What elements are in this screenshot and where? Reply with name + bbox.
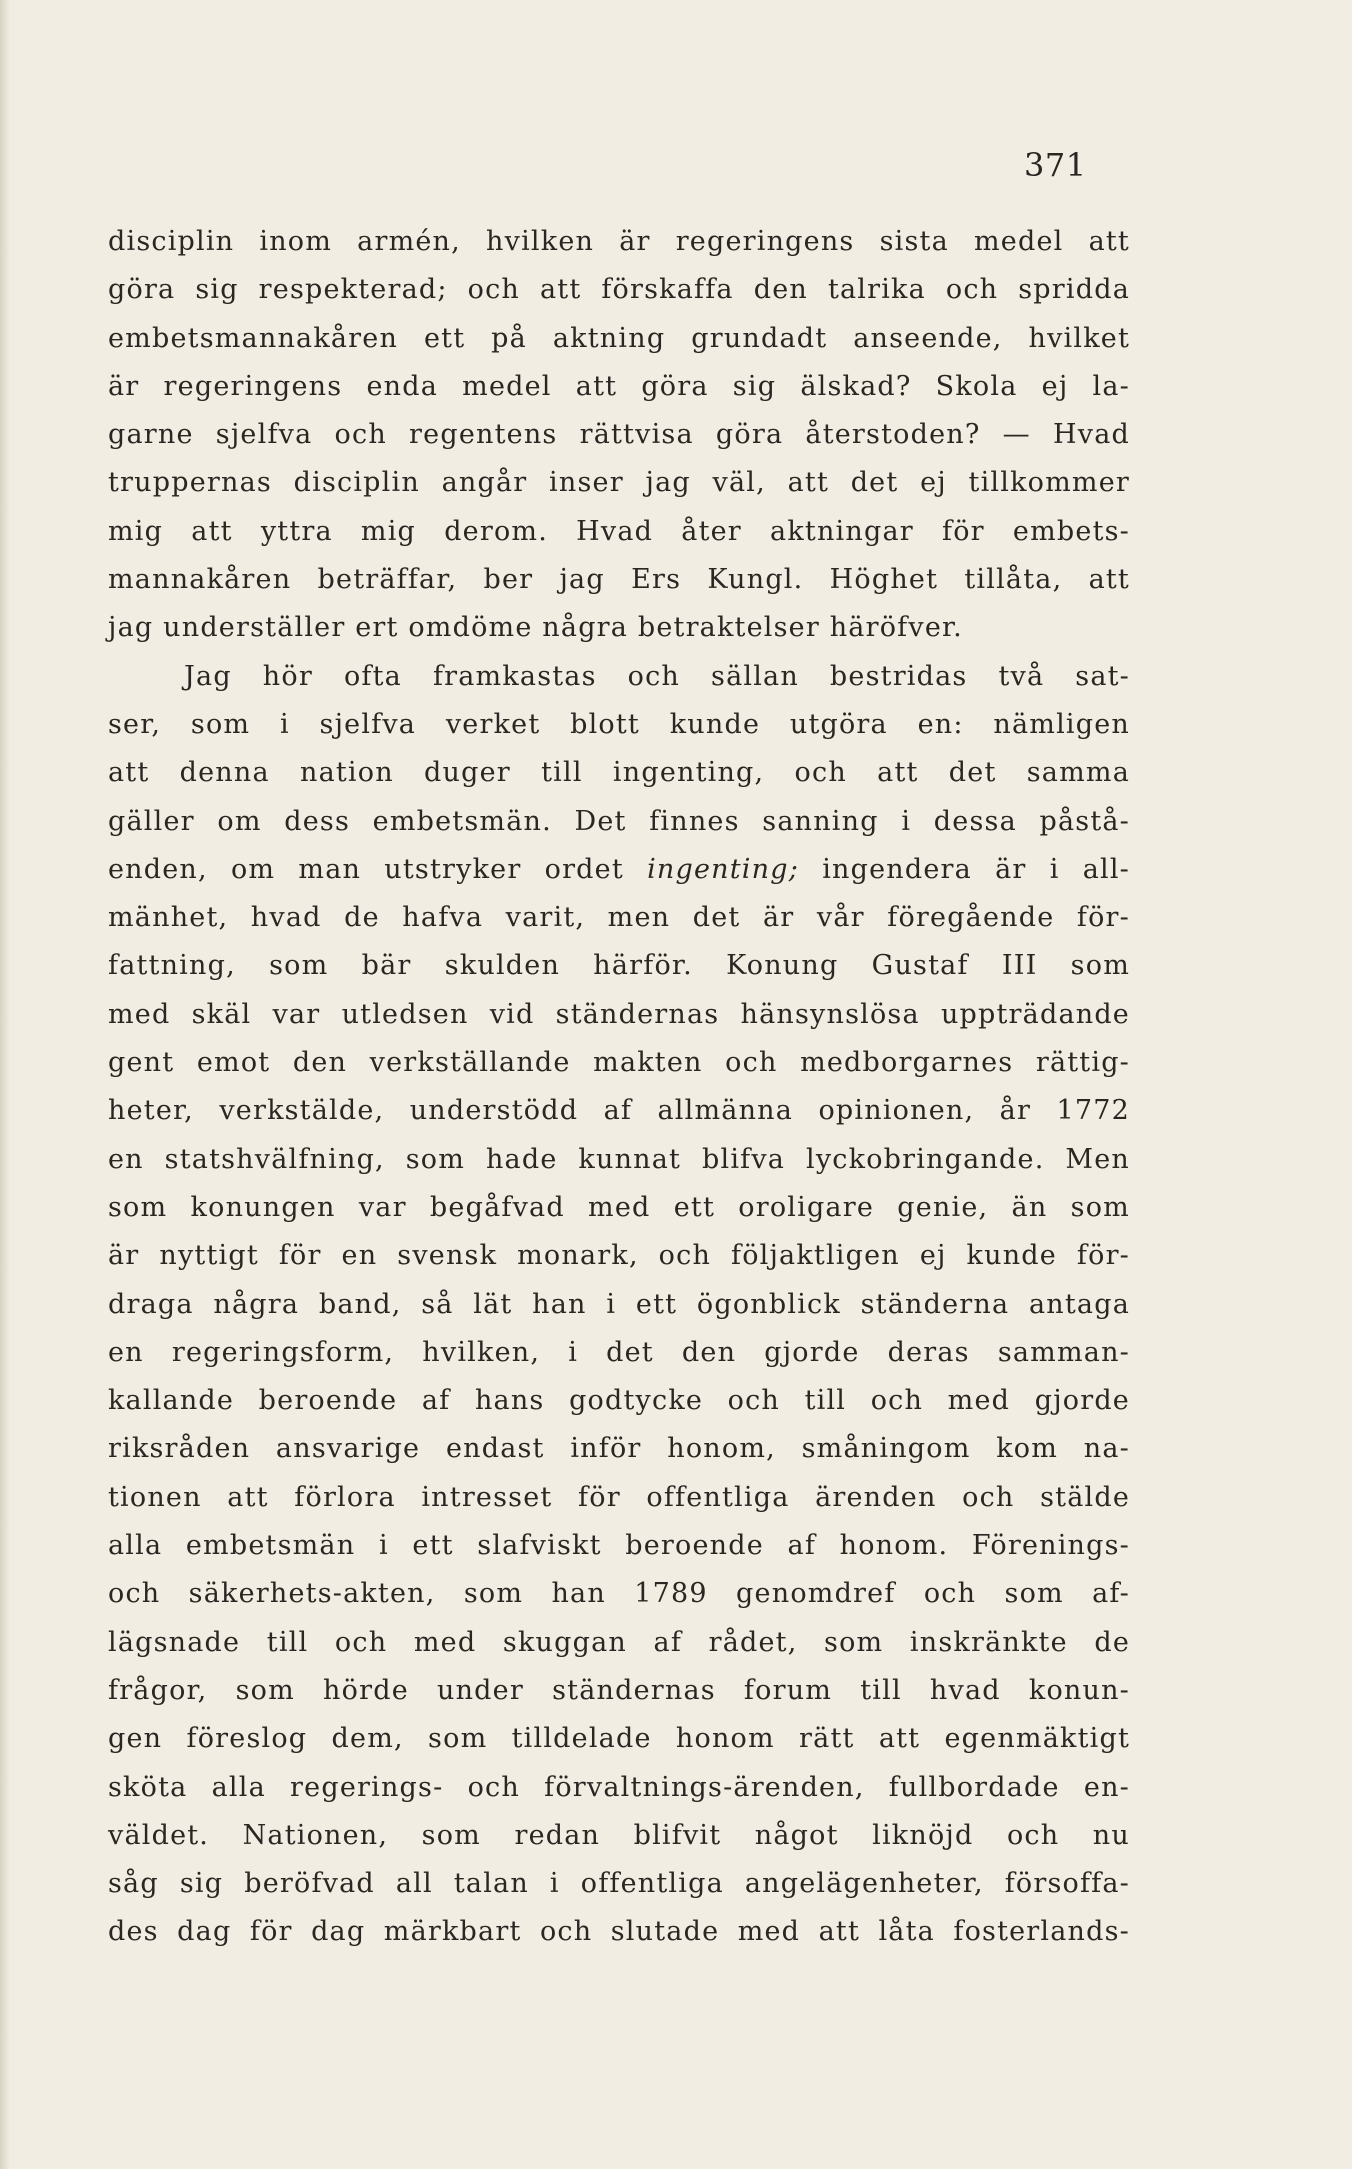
text-line (108, 846, 1130, 894)
text-line: mannakåren beträffar, ber jag Ers Kungl. Höghet tillåta, att (108, 564, 1130, 596)
text-line: garne sjelfva och regentens rättvisa göra återstoden? — Hvad (108, 419, 1130, 451)
text-line: embetsmannakåren ett på aktning grundadt anseende, hvilket (108, 322, 1130, 354)
text-line: gen föreslog dem, som tilldelade honom rätt att egenmäktigt (108, 1723, 1130, 1755)
paragraph-start-line: Jag hör ofta framkastas och sällan bestridas två sat- (184, 660, 1130, 692)
text-line: mänhet, hvad de hafva varit, men det är vår föregående för- (108, 902, 1130, 934)
text-line: frågor, som hörde under ständernas forum till hvad konun- (108, 1674, 1130, 1706)
text-line: ser, som i sjelfva verket blott kunde utgöra en: nämligen (108, 708, 1130, 740)
text-line: är regeringens enda medel att göra sig älskad? Skola ej la- (108, 370, 1130, 402)
page-edge (0, 0, 10, 2169)
text-line: fattning, som bär skulden härför. Konung Gustaf III som (108, 950, 1130, 982)
text-segment: enden, om man utstryker ordet (108, 853, 648, 885)
text-line: des dag för dag märkbart och slutade med att låta fosterlands- (108, 1916, 1130, 1948)
text-line: en regeringsform, hvilken, i det den gjorde deras samman- (108, 1336, 1130, 1368)
text-line: och säkerhets-akten, som han 1789 genomdref och som af- (108, 1578, 1130, 1610)
text-segment: ingendera är i all- (799, 853, 1131, 885)
text-line: att denna nation duger till ingenting, och att det samma (108, 757, 1130, 789)
text-line: en statshvälfning, som hade kunnat blifva lyckobringande. Men (108, 1143, 1130, 1175)
text-line: lägsnade till och med skuggan af rådet, som inskränkte de (108, 1626, 1130, 1658)
text-line: kallande beroende af hans godtycke och till och med gjorde (108, 1385, 1130, 1417)
text-line: göra sig respekterad; och att förskaffa den talrika och spridda (108, 274, 1130, 306)
emphasized-word: ingenting; (647, 853, 800, 885)
page-number: 371 (1024, 146, 1087, 184)
text-line: riksråden ansvarige endast inför honom, småningom kom na- (108, 1433, 1130, 1465)
text-line: jag underställer ert omdöme några betraktelser häröfver. (108, 612, 963, 644)
text-line: alla embetsmän i ett slafviskt beroende af honom. Förenings- (108, 1530, 1130, 1562)
text-line: draga några band, så lät han i ett ögonblick ständerna antaga (108, 1288, 1130, 1320)
text-line: är nyttigt för en svensk monark, och följaktligen ej kunde för- (108, 1240, 1130, 1272)
body-text (108, 218, 1130, 1957)
text-line: med skäl var utledsen vid ständernas hänsynslösa uppträdande (108, 998, 1130, 1030)
text-line: såg sig beröfvad all talan i offentliga angelägenheter, försoffa- (108, 1868, 1130, 1900)
text-line: heter, verkstälde, understödd af allmänna opinionen, år 1772 (108, 1095, 1130, 1127)
text-line: truppernas disciplin angår inser jag väl, att det ej tillkommer (108, 467, 1130, 499)
text-line: tionen att förlora intresset för offentliga ärenden och stälde (108, 1481, 1130, 1513)
text-line: gäller om dess embetsmän. Det finnes sanning i dessa påstå- (108, 805, 1130, 837)
text-line: väldet. Nationen, som redan blifvit något liknöjd och nu (108, 1819, 1130, 1851)
text-line: mig att yttra mig derom. Hvad åter aktningar för embets- (108, 515, 1130, 547)
text-line: sköta alla regerings- och förvaltnings-ärenden, fullbordade en- (108, 1771, 1130, 1803)
text-line: disciplin inom armén, hvilken är regeringens sista medel att (108, 226, 1130, 257)
text-line: som konungen var begåfvad med ett oroligare genie, än som (108, 1191, 1130, 1223)
text-line: gent emot den verkställande makten och medborgarnes rättig- (108, 1047, 1130, 1079)
